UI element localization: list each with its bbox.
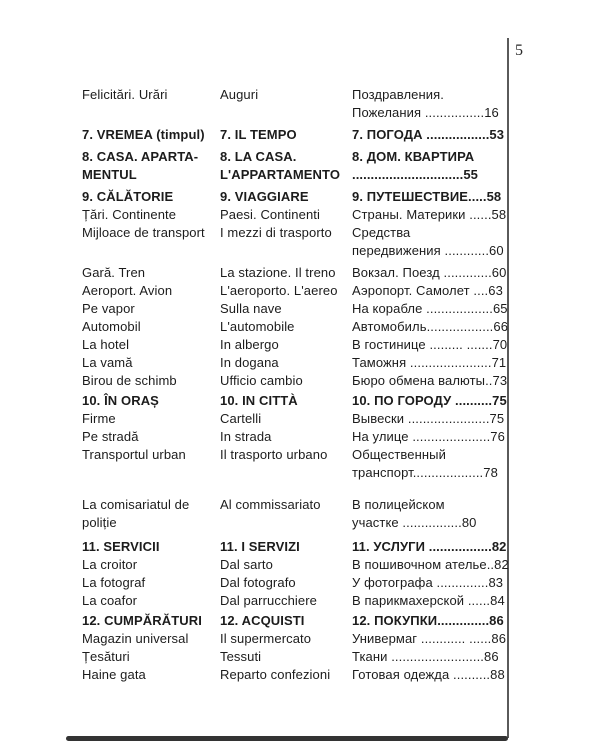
toc-cell-romanian: La comisariatul de (82, 497, 190, 512)
toc-cell-russian: Пожелания ................16 (352, 105, 499, 120)
toc-row (82, 666, 524, 684)
toc-row (82, 148, 524, 166)
toc-cell-romanian: 11. SERVICII (82, 539, 160, 554)
toc-cell-italian: L'APPARTAMENTO (220, 167, 341, 182)
toc-row (82, 464, 524, 482)
toc-cell-romanian: Birou de schimb (82, 373, 177, 388)
toc-row (82, 264, 524, 282)
toc-cell-romanian: Pe stradă (82, 429, 139, 444)
toc-cell-romanian: 8. CASA. APARTA- (82, 149, 199, 164)
toc-row (82, 224, 524, 242)
toc-cell-romanian: Automobil (82, 319, 141, 334)
toc-cell-romanian: Magazin universal (82, 631, 189, 646)
toc-cell-italian: Paesi. Continenti (220, 207, 320, 222)
toc-cell-italian (220, 242, 352, 260)
toc-cell-italian: Dal sarto (220, 557, 273, 572)
toc-cell-romanian: Haine gata (82, 667, 146, 682)
toc-cell-russian: Автомобиль..................66 (352, 319, 509, 334)
toc-row (82, 206, 524, 224)
toc-row (82, 300, 524, 318)
toc-cell-italian (220, 514, 352, 532)
toc-cell-russian: Общественный (352, 447, 446, 462)
toc-cell-romanian: Țări. Continente (82, 207, 177, 222)
toc-cell-russian: передвижения ............60 (352, 243, 504, 258)
toc-cell-romanian: Felicitări. Urări (82, 87, 168, 102)
toc-cell-italian: Cartelli (220, 411, 262, 426)
toc-cell-romanian: 10. ÎN ORAȘ (82, 393, 159, 408)
toc-cell-romanian: Firme (82, 411, 116, 426)
toc-cell-russian: Бюро обмена валюты..73 (352, 373, 508, 388)
toc-cell-russian: Таможня ......................71 (352, 355, 507, 370)
toc-row (82, 372, 524, 390)
toc-row (82, 188, 524, 206)
toc-cell-russian: участке ................80 (352, 515, 477, 530)
toc-cell-italian: Sulla nave (220, 301, 282, 316)
toc-row (82, 392, 524, 410)
toc-cell-italian (220, 104, 352, 122)
toc-cell-italian: 8. LA CASA. (220, 149, 297, 164)
toc-row (82, 612, 524, 630)
toc-cell-italian: Dal parrucchiere (220, 593, 317, 608)
toc-row (82, 574, 524, 592)
toc-cell-italian: L'aeroporto. L'aereo (220, 283, 338, 298)
toc-cell-romanian (82, 104, 220, 122)
toc-cell-italian: Il supermercato (220, 631, 312, 646)
toc-row (82, 318, 524, 336)
toc-cell-russian: 9. ПУТЕШЕСТВИЕ.....58 (352, 189, 502, 204)
toc-row (82, 648, 524, 666)
toc-cell-romanian: Mijloace de transport (82, 225, 205, 240)
toc-row (82, 104, 524, 122)
toc-cell-italian: In strada (220, 429, 272, 444)
toc-row (82, 86, 524, 104)
toc-row (82, 126, 524, 144)
toc-cell-russian: транспорт...................78 (352, 465, 498, 480)
toc-cell-russian: На корабле ..................65 (352, 301, 508, 316)
toc-row (82, 428, 524, 446)
toc-cell-italian: 7. IL TEMPO (220, 127, 297, 142)
toc-cell-italian: Il trasporto urbano (220, 447, 328, 462)
toc-cell-russian: Страны. Материки ......58 (352, 207, 507, 222)
toc-cell-russian: На улице .....................76 (352, 429, 505, 444)
toc-row (82, 630, 524, 648)
toc-cell-romanian: La croitor (82, 557, 138, 572)
table-of-contents (82, 86, 524, 684)
toc-row (82, 446, 524, 464)
toc-cell-italian: Dal fotografo (220, 575, 296, 590)
toc-row (82, 336, 524, 354)
toc-cell-italian: I mezzi di trasporto (220, 225, 332, 240)
toc-cell-romanian: Aeroport. Avion (82, 283, 173, 298)
toc-cell-russian: 10. ПО ГОРОДУ ..........75 (352, 393, 507, 408)
toc-cell-russian: ..............................55 (352, 167, 479, 182)
toc-cell-russian: В парикмахерской ......84 (352, 593, 505, 608)
toc-row (82, 242, 524, 260)
toc-cell-russian: Универмаг ............ ......86 (352, 631, 507, 646)
toc-cell-romanian (82, 242, 220, 260)
toc-cell-romanian: La fotograf (82, 575, 146, 590)
toc-row (82, 354, 524, 372)
toc-row (82, 410, 524, 428)
toc-cell-italian: 9. VIAGGIARE (220, 189, 309, 204)
toc-cell-romanian: 9. CĂLĂTORIE (82, 189, 174, 204)
toc-cell-russian: Аэропорт. Самолет ....63 (352, 283, 503, 298)
toc-row (82, 592, 524, 610)
toc-cell-italian: In dogana (220, 355, 279, 370)
toc-cell-romanian: La hotel (82, 337, 130, 352)
toc-cell-romanian: La vamă (82, 355, 133, 370)
toc-cell-italian: 12. ACQUISTI (220, 613, 305, 628)
toc-cell-russian: В пошивочном ателье..82 (352, 557, 509, 572)
toc-cell-russian: У фотографа ..............83 (352, 575, 504, 590)
toc-row (82, 514, 524, 532)
toc-cell-russian: В полицейском (352, 497, 445, 512)
toc-cell-romanian: La coafor (82, 593, 138, 608)
toc-cell-romanian: Transportul urban (82, 447, 186, 462)
toc-cell-italian: Al commissariato (220, 497, 321, 512)
toc-cell-italian: Auguri (220, 87, 259, 102)
toc-row (82, 166, 524, 184)
toc-cell-russian: 7. ПОГОДА .................53 (352, 127, 505, 142)
toc-cell-romanian: Țesături (82, 649, 130, 664)
toc-cell-romanian: 7. VREMEA (timpul) (82, 127, 205, 142)
toc-row (82, 496, 524, 514)
toc-cell-italian: 10. IN CITTÀ (220, 393, 298, 408)
toc-cell-russian: В гостинице ......... .......70 (352, 337, 508, 352)
toc-cell-italian: L'automobile (220, 319, 295, 334)
toc-row (82, 282, 524, 300)
toc-cell-italian: In albergo (220, 337, 279, 352)
toc-cell-romanian (82, 464, 220, 482)
toc-cell-italian (220, 464, 352, 482)
toc-cell-russian: Поздравления. (352, 87, 444, 102)
page-number: 5 (515, 42, 523, 59)
toc-row (82, 556, 524, 574)
toc-cell-russian: Готовая одежда ..........88 (352, 667, 505, 682)
toc-cell-russian: Вывески ......................75 (352, 411, 505, 426)
toc-cell-italian: La stazione. Il treno (220, 265, 336, 280)
toc-cell-russian: 12. ПОКУПКИ..............86 (352, 613, 504, 628)
toc-cell-russian: 11. УСЛУГИ .................82 (352, 539, 507, 554)
toc-cell-italian: 11. I SERVIZI (220, 539, 300, 554)
page-scan-bottom-edge (66, 736, 508, 741)
toc-cell-romanian: MENTUL (82, 167, 137, 182)
toc-cell-italian: Reparto confezioni (220, 667, 331, 682)
toc-cell-italian: Ufficio cambio (220, 373, 303, 388)
toc-cell-russian: Ткани .........................86 (352, 649, 499, 664)
toc-cell-romanian: poliție (82, 515, 117, 530)
toc-row (82, 538, 524, 556)
toc-cell-romanian: Pe vapor (82, 301, 135, 316)
toc-cell-romanian: 12. CUMPĂRĂTURI (82, 613, 202, 628)
toc-cell-romanian: Gară. Tren (82, 265, 146, 280)
toc-cell-russian: Средства (352, 225, 411, 240)
toc-cell-italian: Tessuti (220, 649, 262, 664)
toc-cell-russian: Вокзал. Поезд .............60 (352, 265, 507, 280)
toc-cell-russian: 8. ДОМ. КВАРТИРА (352, 149, 475, 164)
